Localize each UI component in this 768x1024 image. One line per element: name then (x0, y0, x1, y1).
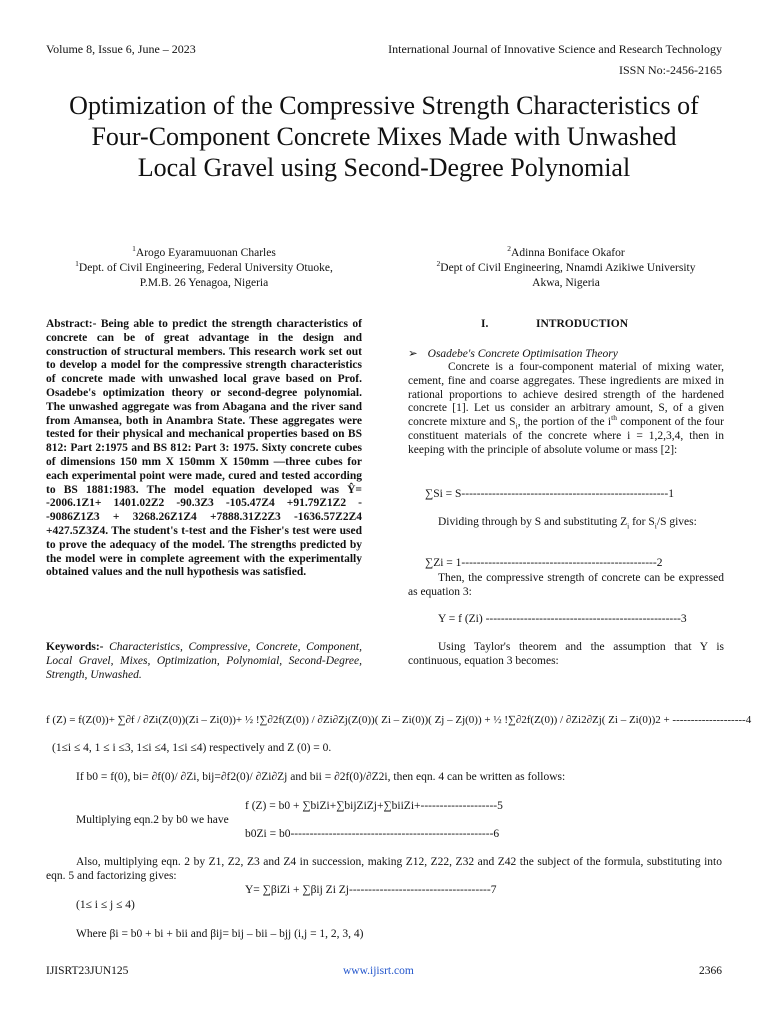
multiply-line: Multiplying eqn.2 by b0 we have (76, 814, 229, 826)
author-1-name: Arogo Eyaramuuonan Charles (135, 247, 276, 259)
conditions: (1≤i ≤ 4, 1 ≤ i ≤3, 1≤i ≤4, 1≤i ≤4) respectively and Z (0) = 0. (52, 742, 332, 754)
section-number: I. (481, 318, 489, 330)
equation-1: ∑Si = S------------------------------------------------------1 (425, 488, 674, 500)
author-2-aff2: Akwa, Nigeria (532, 277, 600, 289)
equation-5: f (Z) = b0 + ∑biZi+∑bijZiZj+∑biiZi+--------------------5 (245, 800, 503, 812)
author-1 (46, 246, 362, 291)
intro-paragraph-1: Concrete is a four-component material of mixing water, cement, fine and coarse aggregates. These ingredients are mixed in rational proportions to achieve desired strength of the hardened concrete [1]. Let us consider an arbitrary amount, S, of a given concrete mixture and $S_i$, the portion of the $i^{th}$ component of the four constituent materials of the concrete where i = 1,2,3,4, then in keeping with the principle of absolute volume or mass [2]: (408, 361, 725, 456)
keywords-label: Keywords:- (46, 641, 104, 653)
equation-6: b0Zi = b0-----------------------------------------------------6 (245, 828, 500, 840)
keywords-text: Characteristics, Compressive, Concrete, Component, Local Gravel, Mixes, Optimization, Polynomial, Second-Degree, Strength, Unwashed. (46, 641, 363, 681)
where-line: Where βi = b0 + bi + bii and βij= bij – bii – bjj (i,j = 1, 2, 3, 4) (76, 928, 364, 940)
subheading (408, 346, 724, 360)
equation-2: ∑Zi = 1---------------------------------------------------2 (425, 557, 663, 569)
author-2-aff-sup: 2 (436, 259, 441, 269)
author-2-aff1: Dept of Civil Engineering, Nnamdi Azikiwe University (440, 262, 696, 274)
author-2-sup: 2 (507, 244, 512, 254)
author-1-sup: 1 (132, 244, 136, 254)
intro-paragraph-3: Then, the compressive strength of concrete can be expressed as equation 3: (408, 572, 724, 598)
definitions-line: If b0 = f(0), bi= ∂f(0)/ ∂Zi, bij=∂f2(0)/ ∂Zi∂Zj and bii = ∂2f(0)/∂Z2i, then eqn. 4 can be written as follows: (76, 771, 566, 783)
arrow-bullet-icon: ➢ (408, 348, 418, 360)
footer-paper-id: IJISRT23JUN125 (46, 965, 129, 977)
subheading-text: Osadebe's Concrete Optimisation Theory (427, 348, 618, 360)
equation-3: Y = f (Zi) ---------------------------------------------------3 (438, 613, 687, 625)
equation-4: f (Z) = f(Z(0))+ ∑∂f / ∂Zi(Z(0))(Zi – Zi(0))+ ½ !∑∂2f(Z(0)) / ∂Zi∂Zj(Z(0))( Zi – Zi(0))( Zj – Zj(0)) + ½ !∑∂2f(Z(0)) / ∂Zi2∂Zj( Zi – Zi(0))2 + --------------------4 (46, 714, 752, 726)
conditions-2: (1≤ i ≤ j ≤ 4) (76, 899, 135, 911)
paper-title: Optimization of the Compressive Strength Characteristics of Four-Component Concrete Mixes Made with Unwashed Local Gravel using Second-Degree Polynomial (69, 91, 699, 182)
footer-website-link[interactable]: www.ijisrt.com (343, 965, 414, 977)
author-1-aff-sup: 1 (75, 259, 79, 269)
page-number: 2366 (699, 965, 722, 977)
author-2-name: Adinna Boniface Okafor (511, 247, 625, 259)
also-paragraph: Also, multiplying eqn. 2 by Z1, Z2, Z3 and Z4 in succession, making Z12, Z22, Z32 and Z42 the subject of the formula, substituting into eqn. 5 and factorizing gives: (46, 856, 722, 882)
volume-info: Volume 8, Issue 6, June – 2023 (46, 42, 196, 56)
section-title: INTRODUCTION (536, 318, 629, 330)
equation-7: Y= ∑βiZi + ∑βij Zi Zj-------------------------------------7 (245, 884, 497, 896)
journal-name: International Journal of Innovative Science and Research Technology (388, 42, 722, 56)
author-1-aff2: P.M.B. 26 Yenagoa, Nigeria (139, 277, 269, 289)
intro-paragraph-2: Dividing through by S and substituting $Z_i$ for $S_i/S$ gives: (438, 516, 697, 531)
abstract: Abstract:- Being able to predict the strength characteristics of concrete can be of great advantage in the design and construction of structural members. This research work set out to develop a model for the compressive strength characteristics of concrete made with unwashed local grave based on Prof. Osadebe's optimization theory or second-degree polynomial. The unwashed aggregate was from Abagana and the river sand from Amansea, both in Anambra State. These aggregates were tested for their physical and mechanical properties based on BS 812: Part 2:1975 and BS 812: Part 3: 1975. Sixty concrete cubes of dimensions 150 mm X 150mm X 150mm —three cubes for each experimental point were made, cured and tested according to BS 1881:1983. The model equation developed was Ŷ= -2006.1Z1+ 1401.02Z2 -90.3Z3 -105.47Z4 +91.79Z1Z2 --9086Z1Z3 + 3268.26Z1Z4 +7888.31Z2Z3 -1636.57Z2Z4 +427.5Z3Z4. The student's t-test and the Fisher's test were used to prove the adequacy of the model. The strengths predicted by the model were in complete agreement with the experimentally obtained values and the null hypothesis was satisfied. (46, 318, 362, 579)
author-2 (408, 246, 724, 291)
intro-paragraph-4: Using Taylor's theorem and the assumption that Y is continuous, equation 3 becomes: (408, 641, 724, 667)
issn: ISSN No:-2456-2165 (618, 63, 722, 77)
keywords (46, 641, 362, 682)
author-1-aff1: Dept. of Civil Engineering, Federal University Otuoke, (78, 262, 333, 274)
